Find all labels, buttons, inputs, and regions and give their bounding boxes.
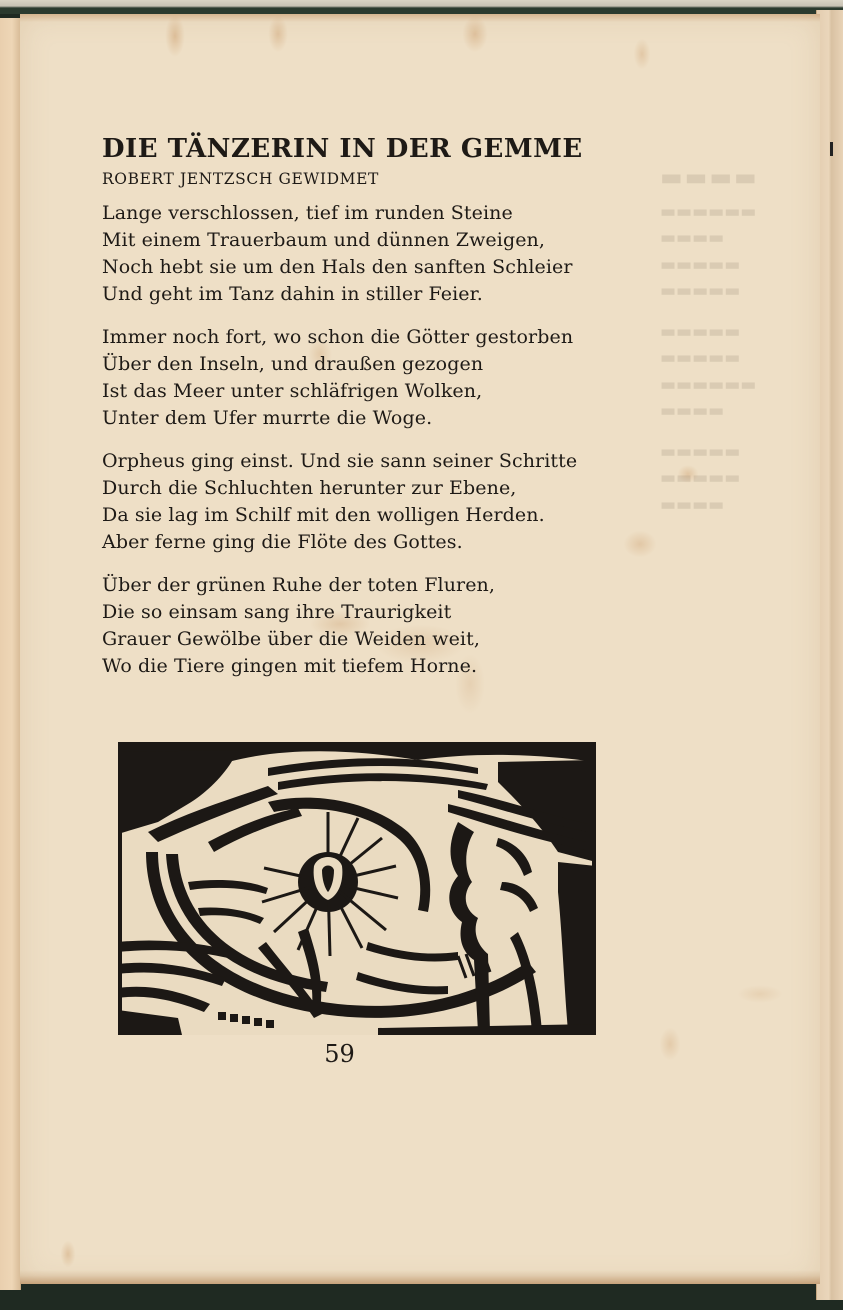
verse-line: Lange verschlossen, tief im runden Steine [102, 202, 513, 224]
verse-line: Da sie lag im Schilf mit den wolligen Herden. [102, 504, 545, 526]
verse-line: Durch die Schluchten herunter zur Ebene, [102, 477, 517, 499]
page-number-value: 59 [324, 1040, 355, 1068]
verse-line: Noch hebt sie um den Hals den sanften Schleier [102, 256, 573, 278]
stanza-3 [102, 448, 662, 556]
verse-line: Grauer Gewölbe über die Weiden weit, [102, 628, 480, 650]
verse-line: Immer noch fort, wo schon die Götter gestorben [102, 326, 574, 348]
right-page-edges [816, 10, 843, 1300]
verse-line: Über der grünen Ruhe der toten Fluren, [102, 574, 496, 596]
verse-line: Ist das Meer unter schläfrigen Wolken, [102, 380, 483, 402]
verse-line: Wo die Tiere gingen mit tiefem Horne. [102, 655, 478, 677]
poem-title: DIE TÄNZERIN IN DER GEMME [102, 134, 583, 164]
verse-line: Über den Inseln, und draußen gezogen [102, 353, 484, 375]
left-page-edge [0, 18, 21, 1290]
verse-line: Mit einem Trauerbaum und dünnen Zweigen, [102, 229, 546, 251]
stanza-1 [102, 200, 662, 308]
verse-line: Orpheus ging einst. Und sie sann seiner Schritte [102, 450, 578, 472]
bottom-edge-stain [20, 1270, 820, 1284]
stanza-4 [102, 572, 662, 680]
reverse-page-bleed-through: ▬▬▬▬ ▬▬▬▬▬▬ ▬▬▬▬ ▬▬▬▬▬ ▬▬▬▬▬ ▬▬▬▬▬ ▬▬▬▬▬ ▬▬▬▬▬▬ ▬▬▬▬ ▬▬▬▬▬ ▬▬▬▬▬ ▬▬▬▬ [660, 164, 759, 515]
verse-line: Aber ferne ging die Flöte des Gottes. [102, 531, 463, 553]
poem [102, 132, 662, 696]
poem-dedication: ROBERT JENTZSCH GEWIDMET [102, 170, 379, 188]
top-edge-stain [20, 14, 820, 22]
woodcut-illustration [118, 742, 596, 1035]
verse-line: Die so einsam sang ihre Traurigkeit [102, 601, 452, 623]
verse-line: Und geht im Tanz dahin in stiller Feier. [102, 283, 483, 305]
edge-mark [830, 142, 833, 156]
stanza-2 [102, 324, 662, 432]
page-number [0, 1040, 843, 1068]
verse-line: Unter dem Ufer murrte die Woge. [102, 407, 433, 429]
